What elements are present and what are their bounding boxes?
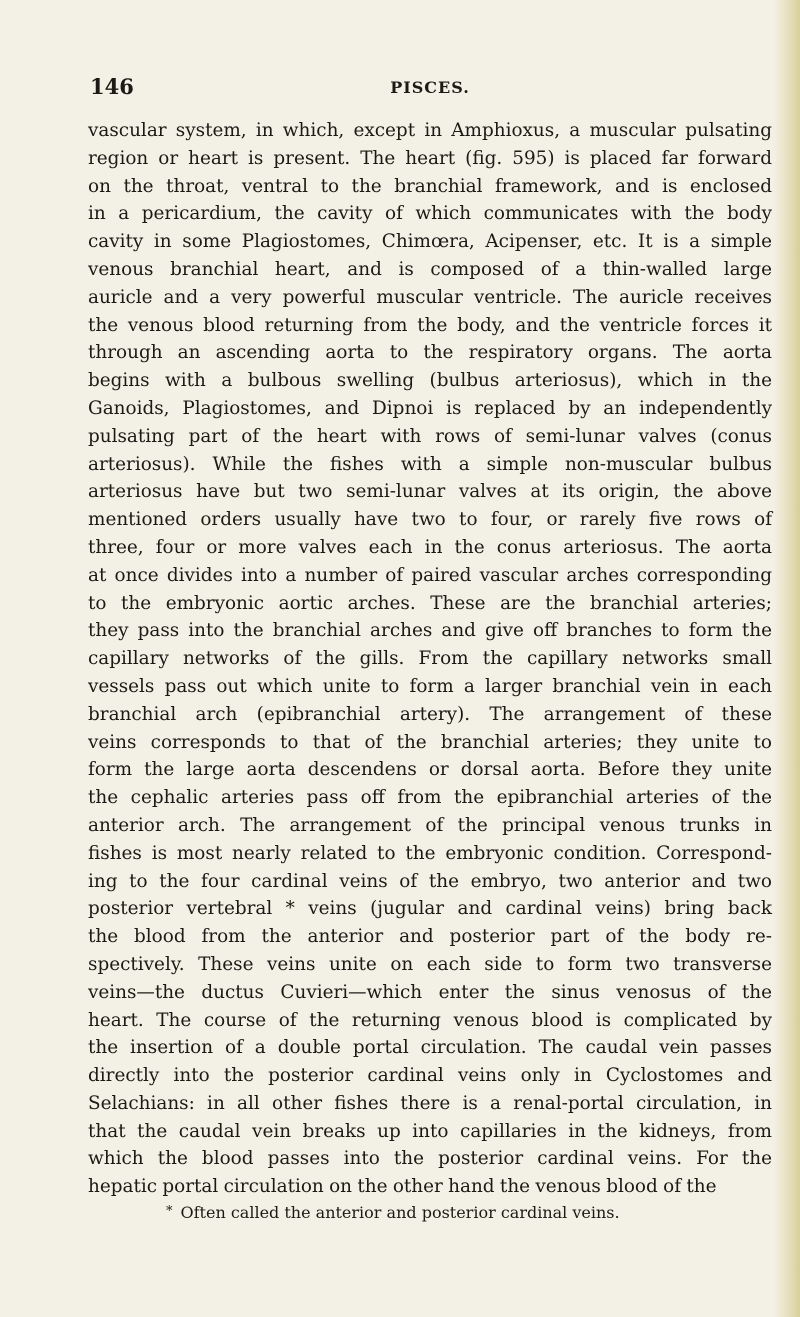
text-line: Selachians: in all other fishes there is a renal-portal circulation, in <box>88 1092 772 1114</box>
text-line: to the embryonic aortic arches. These are the branchial arteries; <box>88 592 772 614</box>
text-line: veins corresponds to that of the branchial arteries; they unite to <box>88 731 772 753</box>
footnote-text: Often called the anterior and posterior cardinal veins. <box>180 1203 620 1222</box>
text-line: the blood from the anterior and posterior part of the body re- <box>88 926 772 948</box>
text-line: fishes is most nearly related to the embryonic condition. Correspond- <box>88 842 772 864</box>
text-line: cavity in some Plagiostomes, Chimœra, Acipenser, etc. It is a simple <box>88 231 772 253</box>
text-line: the insertion of a double portal circulation. The caudal vein passes <box>88 1037 772 1059</box>
text-line: anterior arch. The arrangement of the principal venous trunks in <box>88 814 772 836</box>
text-line: in a pericardium, the cavity of which communicates with the body <box>88 203 772 225</box>
text-line: they pass into the branchial arches and give off branches to form the <box>88 620 772 642</box>
text-line: heart. The course of the returning venous blood is complicated by <box>88 1009 772 1031</box>
text-line: three, four or more valves each in the conus arteriosus. The aorta <box>88 536 772 558</box>
page-number: 146 <box>90 74 134 99</box>
footnote <box>166 1201 776 1224</box>
body-paragraph <box>88 117 772 1201</box>
page-edge-shading <box>774 0 800 1317</box>
text-line: begins with a bulbous swelling (bulbus arteriosus), which in the <box>88 370 772 392</box>
text-line: capillary networks of the gills. From the capillary networks small <box>88 648 772 670</box>
text-line: ing to the four cardinal veins of the embryo, two anterior and two <box>88 870 772 892</box>
text-line: that the caudal vein breaks up into capillaries in the kidneys, from <box>88 1120 772 1142</box>
running-head: PISCES. <box>390 78 470 97</box>
text-line: spectively. These veins unite on each side to form two transverse <box>88 953 772 975</box>
text-line: mentioned orders usually have two to four, or rarely five rows of <box>88 509 772 531</box>
text-line: directly into the posterior cardinal veins only in Cyclostomes and <box>88 1065 772 1087</box>
text-line: Ganoids, Plagiostomes, and Dipnoi is replaced by an independently <box>88 397 772 419</box>
text-line: which the blood passes into the posterior cardinal veins. For the <box>88 1148 772 1170</box>
text-line: auricle and a very powerful muscular ventricle. The auricle receives <box>88 286 772 308</box>
text-line: form the large aorta descendens or dorsal aorta. Before they unite <box>88 759 772 781</box>
text-line: vessels pass out which unite to form a larger branchial vein in each <box>88 675 772 697</box>
text-line: region or heart is present. The heart (fig. 595) is placed far forward <box>88 147 772 169</box>
text-line: branchial arch (epibranchial artery). The arrangement of these <box>88 703 772 725</box>
page-header <box>90 74 770 104</box>
text-line: venous branchial heart, and is composed of a thin-walled large <box>88 258 772 280</box>
text-line: posterior vertebral * veins (jugular and cardinal veins) bring back <box>88 898 772 920</box>
text-line: arteriosus). While the fishes with a simple non-muscular bulbus <box>88 453 772 475</box>
text-line: veins—the ductus Cuvieri—which enter the sinus venosus of the <box>88 981 772 1003</box>
text-line: hepatic portal circulation on the other hand the venous blood of the <box>88 1176 717 1198</box>
text-line: the venous blood returning from the body, and the ventricle forces it <box>88 314 772 336</box>
text-line: the cephalic arteries pass off from the epibranchial arteries of the <box>88 787 772 809</box>
text-line: vascular system, in which, except in Amphioxus, a muscular pulsating <box>88 120 772 141</box>
text-line: arteriosus have but two semi-lunar valves at its origin, the above <box>88 481 772 503</box>
text-line: on the throat, ventral to the branchial framework, and is enclosed <box>88 175 772 197</box>
text-line: pulsating part of the heart with rows of semi-lunar valves (conus <box>88 425 772 447</box>
text-line: at once divides into a number of paired vascular arches corresponding <box>88 564 772 586</box>
footnote-marker: * <box>166 1204 173 1219</box>
text-line: through an ascending aorta to the respiratory organs. The aorta <box>88 342 772 364</box>
